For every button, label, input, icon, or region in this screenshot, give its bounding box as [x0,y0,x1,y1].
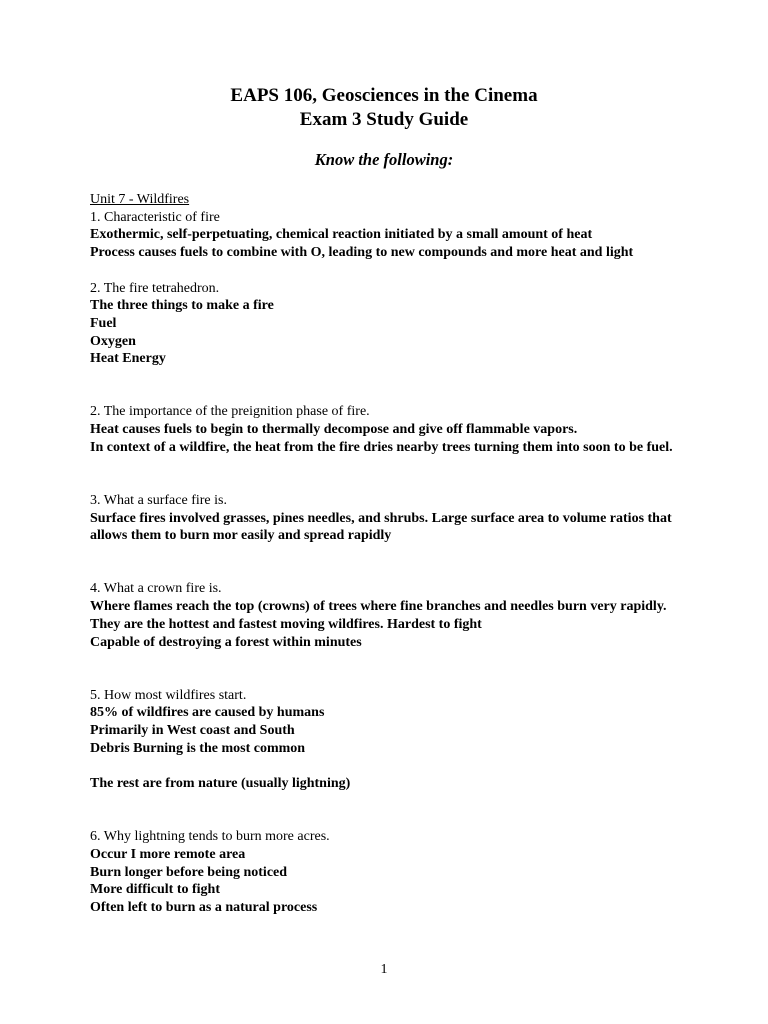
unit-heading: Unit 7 - Wildfires [90,192,190,207]
answer-line: Debris Burning is the most common [90,740,306,756]
question-6: 5. How most wildfires start. [90,687,247,703]
answer-line: Heat causes fuels to begin to thermally decompose and give off flammable vapors. [90,422,578,438]
question-7: 6. Why lightning tends to burn more acres. [90,829,330,845]
title-block [0,84,768,132]
question-2: 2. The fire tetrahedron. [90,280,220,296]
document-title: Exam 3 Study Guide [299,109,469,130]
answer-line: In context of a wildfire, the heat from the fire dries nearby trees turning them into soon to be fuel. [90,439,673,455]
answer-line: Process causes fuels to combine with O, leading to new compounds and more heat and light [90,245,634,261]
question-3: 2. The importance of the preignition phase of fire. [90,404,370,420]
question-1: 1. Characteristic of fire [90,209,220,225]
question-5: 4. What a crown fire is. [90,581,222,597]
answer-line: Heat Energy [90,351,166,367]
answer-line: Surface fires involved grasses, pines needles, and shrubs. Large surface area to volume ratios that allows them to burn mor easily and spread rapidly [90,510,672,544]
subtitle: Know the following: [314,150,454,169]
answer-line: Oxygen [90,333,136,349]
answer-line: The three things to make a fire [90,298,274,314]
question-4: 3. What a surface fire is. [90,492,227,508]
study-guide-content [90,191,690,917]
answer-line: Exothermic, self-perpetuating, chemical reaction initiated by a small amount of heat [90,227,593,243]
answer-line: Occur I more remote area [90,846,246,862]
answer-line: Often left to burn as a natural process [90,900,318,916]
answer-line: 85% of wildfires are caused by humans [90,705,325,721]
page-number: 1 [380,962,388,977]
answer-line: Fuel [90,315,117,331]
answer-line: Primarily in West coast and South [90,723,295,739]
answer-line: The rest are from nature (usually lightning) [90,776,351,792]
answer-line: Where flames reach the top (crowns) of trees where fine branches and needles burn very rapidly. They are the hottest and fastest moving wildfires. Hardest to fight [90,599,667,632]
answer-line: More difficult to fight [90,882,220,898]
answer-line: Capable of destroying a forest within minutes [90,634,362,650]
course-title: EAPS 106, Geosciences in the Cinema [230,85,538,106]
answer-line: Burn longer before being noticed [90,864,288,880]
